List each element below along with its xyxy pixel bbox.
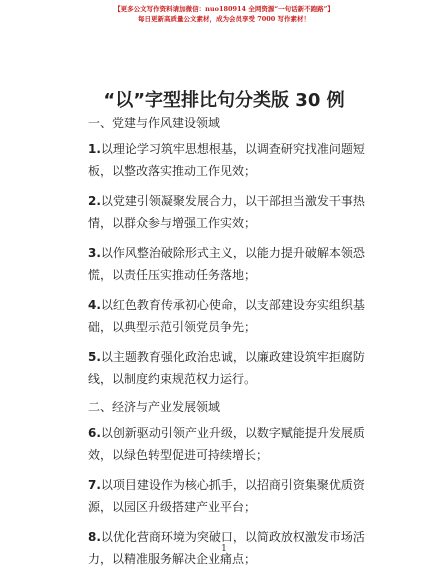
promo-line-2: 每日更新高质量公文素材，成为会员享受 7000 写作素材！ (137, 15, 311, 23)
list-item: 5.以主题教育强化政治忠诚，以廉政建设筑牢拒腐防线，以制度约束规范权力运行。 (88, 350, 365, 386)
section-heading-party: 一、党建与作风建设领域 (88, 116, 221, 130)
promo-line-1: 【更多公文写作资料请加微信：nuo180914 全网资源“一句话新不跑路”】 (114, 5, 334, 13)
page-number: 1 (221, 544, 227, 554)
list-item: 4.以红色教育传承初心使命，以支部建设夯实组织基础，以典型示范引领党员争先； (88, 298, 365, 334)
section-heading-economy: 二、经济与产业发展领域 (88, 400, 221, 414)
list-item: 2.以党建引领凝聚发展合力，以干部担当激发干事热情，以群众参与增强工作实效； (88, 194, 365, 230)
promo-header (0, 4, 448, 24)
list-item: 1.以理论学习筑牢思想根基，以调查研究找准问题短板，以整改落实推动工作见效； (88, 142, 365, 178)
document-title: “以”字型排比句分类版 30 例 (103, 90, 345, 111)
list-item: 3.以作风整治破除形式主义，以能力提升破解本领恐慌，以责任压实推动任务落地； (88, 246, 365, 282)
list-item: 7.以项目建设作为核心抓手，以招商引资集聚优质资源，以园区升级搭建产业平台； (88, 478, 365, 514)
list-item: 8.以优化营商环境为突破口，以简政放权激发市场活力，以精准服务解决企业痛点； (88, 530, 365, 566)
document-body (88, 114, 376, 578)
list-item: 6.以创新驱动引领产业升级，以数字赋能提升发展质效，以绿色转型促进可持续增长； (88, 426, 365, 462)
